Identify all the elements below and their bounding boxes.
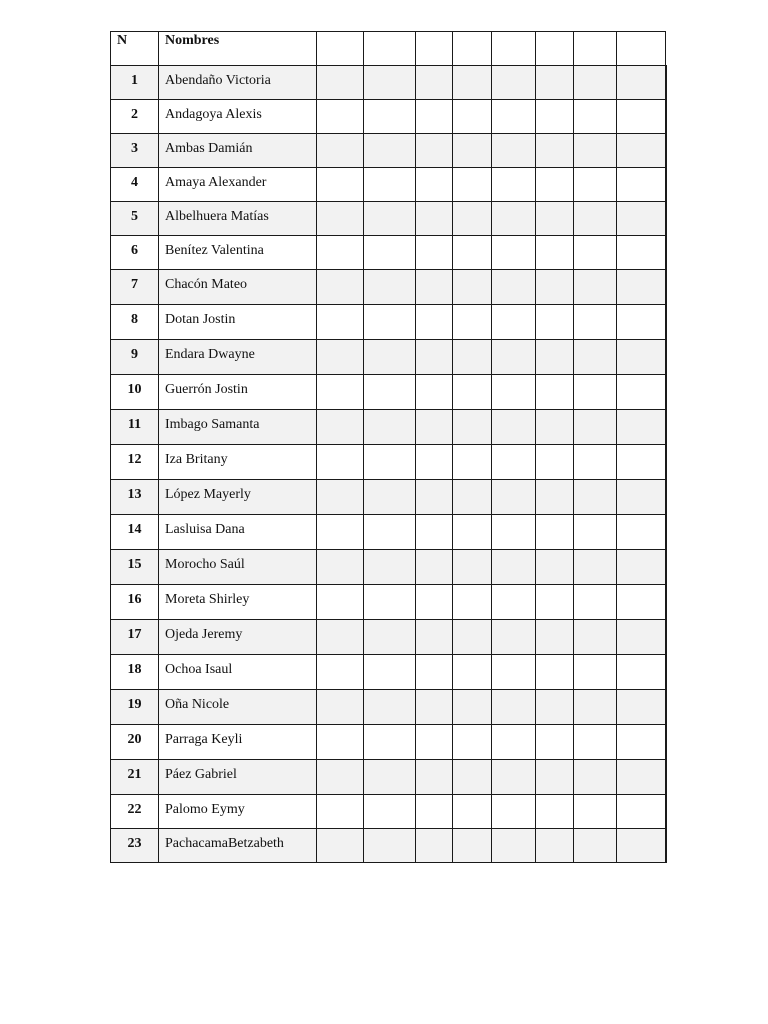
blank-cell — [617, 795, 666, 829]
student-name: Ochoa Isaul — [159, 655, 317, 690]
table-row — [111, 795, 667, 829]
blank-cell — [317, 66, 364, 100]
student-name: Moreta Shirley — [159, 585, 317, 620]
blank-cell — [364, 515, 416, 550]
blank-cell — [416, 305, 453, 340]
blank-cell — [574, 100, 617, 134]
blank-cell — [317, 410, 364, 445]
table-row — [111, 690, 667, 725]
blank-cell — [492, 795, 536, 829]
blank-cell — [492, 134, 536, 168]
blank-cell — [617, 410, 666, 445]
blank-cell — [317, 550, 364, 585]
blank-cell — [364, 270, 416, 305]
blank-cell — [617, 445, 666, 480]
table-row — [111, 270, 667, 305]
blank-cell — [536, 340, 574, 375]
blank-cell — [617, 236, 666, 270]
blank-header-cell — [453, 32, 492, 66]
blank-cell — [617, 134, 666, 168]
blank-cell — [453, 305, 492, 340]
blank-cell — [536, 480, 574, 515]
student-name: Andagoya Alexis — [159, 100, 317, 134]
student-name: Ambas Damián — [159, 134, 317, 168]
blank-cell — [317, 270, 364, 305]
blank-cell — [453, 760, 492, 795]
table-row — [111, 340, 667, 375]
blank-cell — [453, 202, 492, 236]
blank-cell — [416, 445, 453, 480]
table-row — [111, 236, 667, 270]
blank-cell — [416, 760, 453, 795]
blank-cell — [666, 168, 667, 202]
blank-cell — [492, 585, 536, 620]
blank-cell — [666, 725, 667, 760]
student-number: 6 — [111, 236, 159, 270]
blank-cell — [666, 515, 667, 550]
blank-cell — [666, 202, 667, 236]
blank-cell — [617, 270, 666, 305]
blank-cell — [416, 515, 453, 550]
student-number: 4 — [111, 168, 159, 202]
blank-cell — [666, 760, 667, 795]
blank-cell — [574, 795, 617, 829]
blank-cell — [453, 340, 492, 375]
blank-cell — [364, 795, 416, 829]
blank-cell — [574, 829, 617, 863]
blank-cell — [416, 829, 453, 863]
blank-cell — [453, 725, 492, 760]
blank-cell — [492, 620, 536, 655]
blank-cell — [364, 829, 416, 863]
blank-cell — [536, 305, 574, 340]
blank-cell — [666, 620, 667, 655]
blank-cell — [364, 134, 416, 168]
blank-cell — [666, 305, 667, 340]
student-number: 10 — [111, 375, 159, 410]
blank-cell — [416, 655, 453, 690]
blank-cell — [364, 236, 416, 270]
blank-cell — [666, 134, 667, 168]
blank-cell — [617, 690, 666, 725]
blank-cell — [364, 168, 416, 202]
student-name: Oña Nicole — [159, 690, 317, 725]
blank-cell — [492, 236, 536, 270]
blank-cell — [364, 410, 416, 445]
blank-cell — [666, 375, 667, 410]
blank-cell — [574, 585, 617, 620]
blank-cell — [617, 100, 666, 134]
blank-cell — [453, 550, 492, 585]
blank-cell — [536, 168, 574, 202]
blank-cell — [574, 725, 617, 760]
blank-cell — [317, 829, 364, 863]
student-name: Ojeda Jeremy — [159, 620, 317, 655]
blank-cell — [416, 202, 453, 236]
blank-cell — [416, 270, 453, 305]
table-row — [111, 66, 667, 100]
blank-cell — [453, 236, 492, 270]
student-number: 1 — [111, 66, 159, 100]
student-number: 19 — [111, 690, 159, 725]
blank-cell — [666, 410, 667, 445]
blank-cell — [536, 620, 574, 655]
blank-cell — [617, 66, 666, 100]
blank-cell — [536, 66, 574, 100]
blank-cell — [453, 410, 492, 445]
blank-cell — [317, 585, 364, 620]
blank-cell — [364, 655, 416, 690]
student-number: 15 — [111, 550, 159, 585]
table-row — [111, 168, 667, 202]
student-name: Guerrón Jostin — [159, 375, 317, 410]
blank-cell — [453, 480, 492, 515]
blank-cell — [574, 270, 617, 305]
blank-cell — [492, 340, 536, 375]
table-row — [111, 202, 667, 236]
blank-cell — [364, 725, 416, 760]
blank-cell — [492, 410, 536, 445]
blank-cell — [453, 270, 492, 305]
blank-cell — [666, 480, 667, 515]
blank-cell — [617, 725, 666, 760]
blank-cell — [666, 270, 667, 305]
student-name: Iza Britany — [159, 445, 317, 480]
blank-cell — [492, 515, 536, 550]
blank-cell — [317, 655, 364, 690]
blank-cell — [492, 100, 536, 134]
table-row — [111, 100, 667, 134]
blank-cell — [416, 725, 453, 760]
blank-cell — [364, 375, 416, 410]
blank-cell — [574, 305, 617, 340]
blank-cell — [666, 795, 667, 829]
blank-cell — [492, 375, 536, 410]
blank-cell — [617, 305, 666, 340]
blank-cell — [317, 480, 364, 515]
blank-cell — [666, 66, 667, 100]
blank-cell — [317, 305, 364, 340]
blank-cell — [536, 585, 574, 620]
blank-cell — [617, 340, 666, 375]
table-row — [111, 410, 667, 445]
blank-cell — [492, 305, 536, 340]
student-number: 20 — [111, 725, 159, 760]
blank-cell — [574, 168, 617, 202]
blank-cell — [574, 690, 617, 725]
blank-cell — [317, 202, 364, 236]
student-number: 14 — [111, 515, 159, 550]
blank-cell — [666, 585, 667, 620]
blank-cell — [317, 795, 364, 829]
table-row — [111, 620, 667, 655]
table-row — [111, 760, 667, 795]
table-row — [111, 725, 667, 760]
blank-cell — [574, 236, 617, 270]
blank-cell — [492, 168, 536, 202]
blank-cell — [666, 829, 667, 863]
blank-cell — [317, 725, 364, 760]
student-name: Imbago Samanta — [159, 410, 317, 445]
blank-header-cell — [574, 32, 617, 66]
blank-cell — [364, 760, 416, 795]
student-name: Dotan Jostin — [159, 305, 317, 340]
table-row — [111, 375, 667, 410]
blank-cell — [364, 620, 416, 655]
blank-cell — [492, 270, 536, 305]
student-name: López Mayerly — [159, 480, 317, 515]
blank-header-cell — [617, 32, 666, 66]
blank-cell — [416, 690, 453, 725]
student-name: Parraga Keyli — [159, 725, 317, 760]
blank-cell — [492, 655, 536, 690]
blank-cell — [453, 168, 492, 202]
blank-cell — [416, 168, 453, 202]
student-number: 18 — [111, 655, 159, 690]
student-number: 23 — [111, 829, 159, 863]
student-name: Lasluisa Dana — [159, 515, 317, 550]
student-name: PachacamaBetzabeth — [159, 829, 317, 863]
blank-cell — [617, 480, 666, 515]
blank-cell — [536, 100, 574, 134]
blank-cell — [317, 620, 364, 655]
blank-cell — [492, 550, 536, 585]
table-row — [111, 585, 667, 620]
blank-cell — [536, 134, 574, 168]
blank-cell — [453, 445, 492, 480]
blank-cell — [536, 760, 574, 795]
student-number: 22 — [111, 795, 159, 829]
blank-cell — [666, 550, 667, 585]
blank-cell — [453, 795, 492, 829]
blank-cell — [492, 202, 536, 236]
blank-cell — [574, 410, 617, 445]
blank-cell — [536, 375, 574, 410]
blank-cell — [536, 795, 574, 829]
blank-cell — [453, 375, 492, 410]
table-row — [111, 480, 667, 515]
blank-cell — [536, 690, 574, 725]
blank-cell — [574, 340, 617, 375]
blank-cell — [364, 305, 416, 340]
student-name: Páez Gabriel — [159, 760, 317, 795]
table-header-row — [111, 32, 667, 66]
blank-cell — [364, 480, 416, 515]
blank-cell — [416, 375, 453, 410]
attendance-table-body — [111, 32, 667, 863]
student-name: Amaya Alexander — [159, 168, 317, 202]
student-name: Palomo Eymy — [159, 795, 317, 829]
blank-cell — [617, 760, 666, 795]
blank-cell — [364, 445, 416, 480]
blank-cell — [317, 690, 364, 725]
table-row — [111, 445, 667, 480]
blank-cell — [416, 134, 453, 168]
blank-cell — [453, 100, 492, 134]
blank-cell — [453, 829, 492, 863]
blank-cell — [536, 655, 574, 690]
blank-cell — [617, 202, 666, 236]
blank-cell — [317, 445, 364, 480]
blank-cell — [536, 725, 574, 760]
blank-cell — [536, 515, 574, 550]
student-number: 3 — [111, 134, 159, 168]
student-name: Morocho Saúl — [159, 550, 317, 585]
blank-cell — [536, 270, 574, 305]
blank-cell — [536, 550, 574, 585]
blank-cell — [317, 375, 364, 410]
blank-cell — [574, 202, 617, 236]
blank-cell — [492, 725, 536, 760]
blank-cell — [416, 620, 453, 655]
student-number: 9 — [111, 340, 159, 375]
blank-cell — [416, 340, 453, 375]
header-number: N — [111, 32, 159, 66]
blank-cell — [317, 100, 364, 134]
student-number: 7 — [111, 270, 159, 305]
student-name: Albelhuera Matías — [159, 202, 317, 236]
blank-cell — [317, 340, 364, 375]
blank-cell — [364, 690, 416, 725]
blank-cell — [492, 690, 536, 725]
blank-cell — [453, 655, 492, 690]
blank-cell — [416, 236, 453, 270]
blank-cell — [617, 585, 666, 620]
blank-cell — [536, 445, 574, 480]
table-row — [111, 655, 667, 690]
student-name: Endara Dwayne — [159, 340, 317, 375]
blank-cell — [574, 445, 617, 480]
blank-cell — [364, 550, 416, 585]
blank-cell — [574, 760, 617, 795]
blank-cell — [453, 620, 492, 655]
blank-header-cell — [492, 32, 536, 66]
blank-cell — [492, 445, 536, 480]
blank-cell — [536, 202, 574, 236]
blank-cell — [492, 66, 536, 100]
student-number: 13 — [111, 480, 159, 515]
student-number: 17 — [111, 620, 159, 655]
student-name: Benítez Valentina — [159, 236, 317, 270]
blank-cell — [364, 585, 416, 620]
blank-cell — [416, 66, 453, 100]
blank-cell — [453, 585, 492, 620]
blank-cell — [416, 480, 453, 515]
blank-cell — [416, 410, 453, 445]
blank-cell — [666, 100, 667, 134]
attendance-table — [110, 31, 667, 863]
blank-header-cell — [317, 32, 364, 66]
blank-cell — [666, 445, 667, 480]
blank-cell — [617, 620, 666, 655]
student-name: Abendaño Victoria — [159, 66, 317, 100]
blank-cell — [453, 690, 492, 725]
student-number: 21 — [111, 760, 159, 795]
blank-cell — [536, 829, 574, 863]
blank-cell — [317, 236, 364, 270]
blank-cell — [666, 690, 667, 725]
blank-cell — [617, 655, 666, 690]
blank-cell — [492, 480, 536, 515]
blank-cell — [364, 340, 416, 375]
blank-header-cell — [416, 32, 453, 66]
blank-cell — [574, 134, 617, 168]
student-number: 12 — [111, 445, 159, 480]
blank-cell — [492, 829, 536, 863]
table-row — [111, 550, 667, 585]
blank-cell — [453, 515, 492, 550]
blank-cell — [317, 760, 364, 795]
blank-cell — [617, 375, 666, 410]
blank-header-cell — [536, 32, 574, 66]
table-row — [111, 515, 667, 550]
blank-cell — [536, 410, 574, 445]
blank-cell — [492, 760, 536, 795]
blank-cell — [416, 585, 453, 620]
student-number: 8 — [111, 305, 159, 340]
blank-cell — [364, 202, 416, 236]
blank-cell — [617, 515, 666, 550]
blank-cell — [416, 550, 453, 585]
header-names: Nombres — [159, 32, 317, 66]
student-number: 16 — [111, 585, 159, 620]
blank-cell — [416, 100, 453, 134]
blank-cell — [574, 480, 617, 515]
blank-cell — [574, 515, 617, 550]
blank-cell — [666, 340, 667, 375]
blank-cell — [364, 66, 416, 100]
blank-cell — [416, 795, 453, 829]
table-row — [111, 305, 667, 340]
student-number: 2 — [111, 100, 159, 134]
blank-cell — [617, 829, 666, 863]
blank-cell — [453, 66, 492, 100]
table-row — [111, 829, 667, 863]
student-number: 11 — [111, 410, 159, 445]
blank-cell — [453, 134, 492, 168]
table-row — [111, 134, 667, 168]
blank-cell — [666, 655, 667, 690]
blank-cell — [317, 168, 364, 202]
blank-cell — [617, 168, 666, 202]
blank-cell — [536, 236, 574, 270]
blank-cell — [317, 515, 364, 550]
student-number: 5 — [111, 202, 159, 236]
blank-cell — [574, 655, 617, 690]
blank-cell — [364, 100, 416, 134]
blank-header-cell — [364, 32, 416, 66]
student-name: Chacón Mateo — [159, 270, 317, 305]
blank-cell — [574, 66, 617, 100]
blank-cell — [574, 375, 617, 410]
blank-cell — [574, 620, 617, 655]
blank-cell — [666, 236, 667, 270]
blank-cell — [317, 134, 364, 168]
blank-cell — [617, 550, 666, 585]
blank-cell — [574, 550, 617, 585]
